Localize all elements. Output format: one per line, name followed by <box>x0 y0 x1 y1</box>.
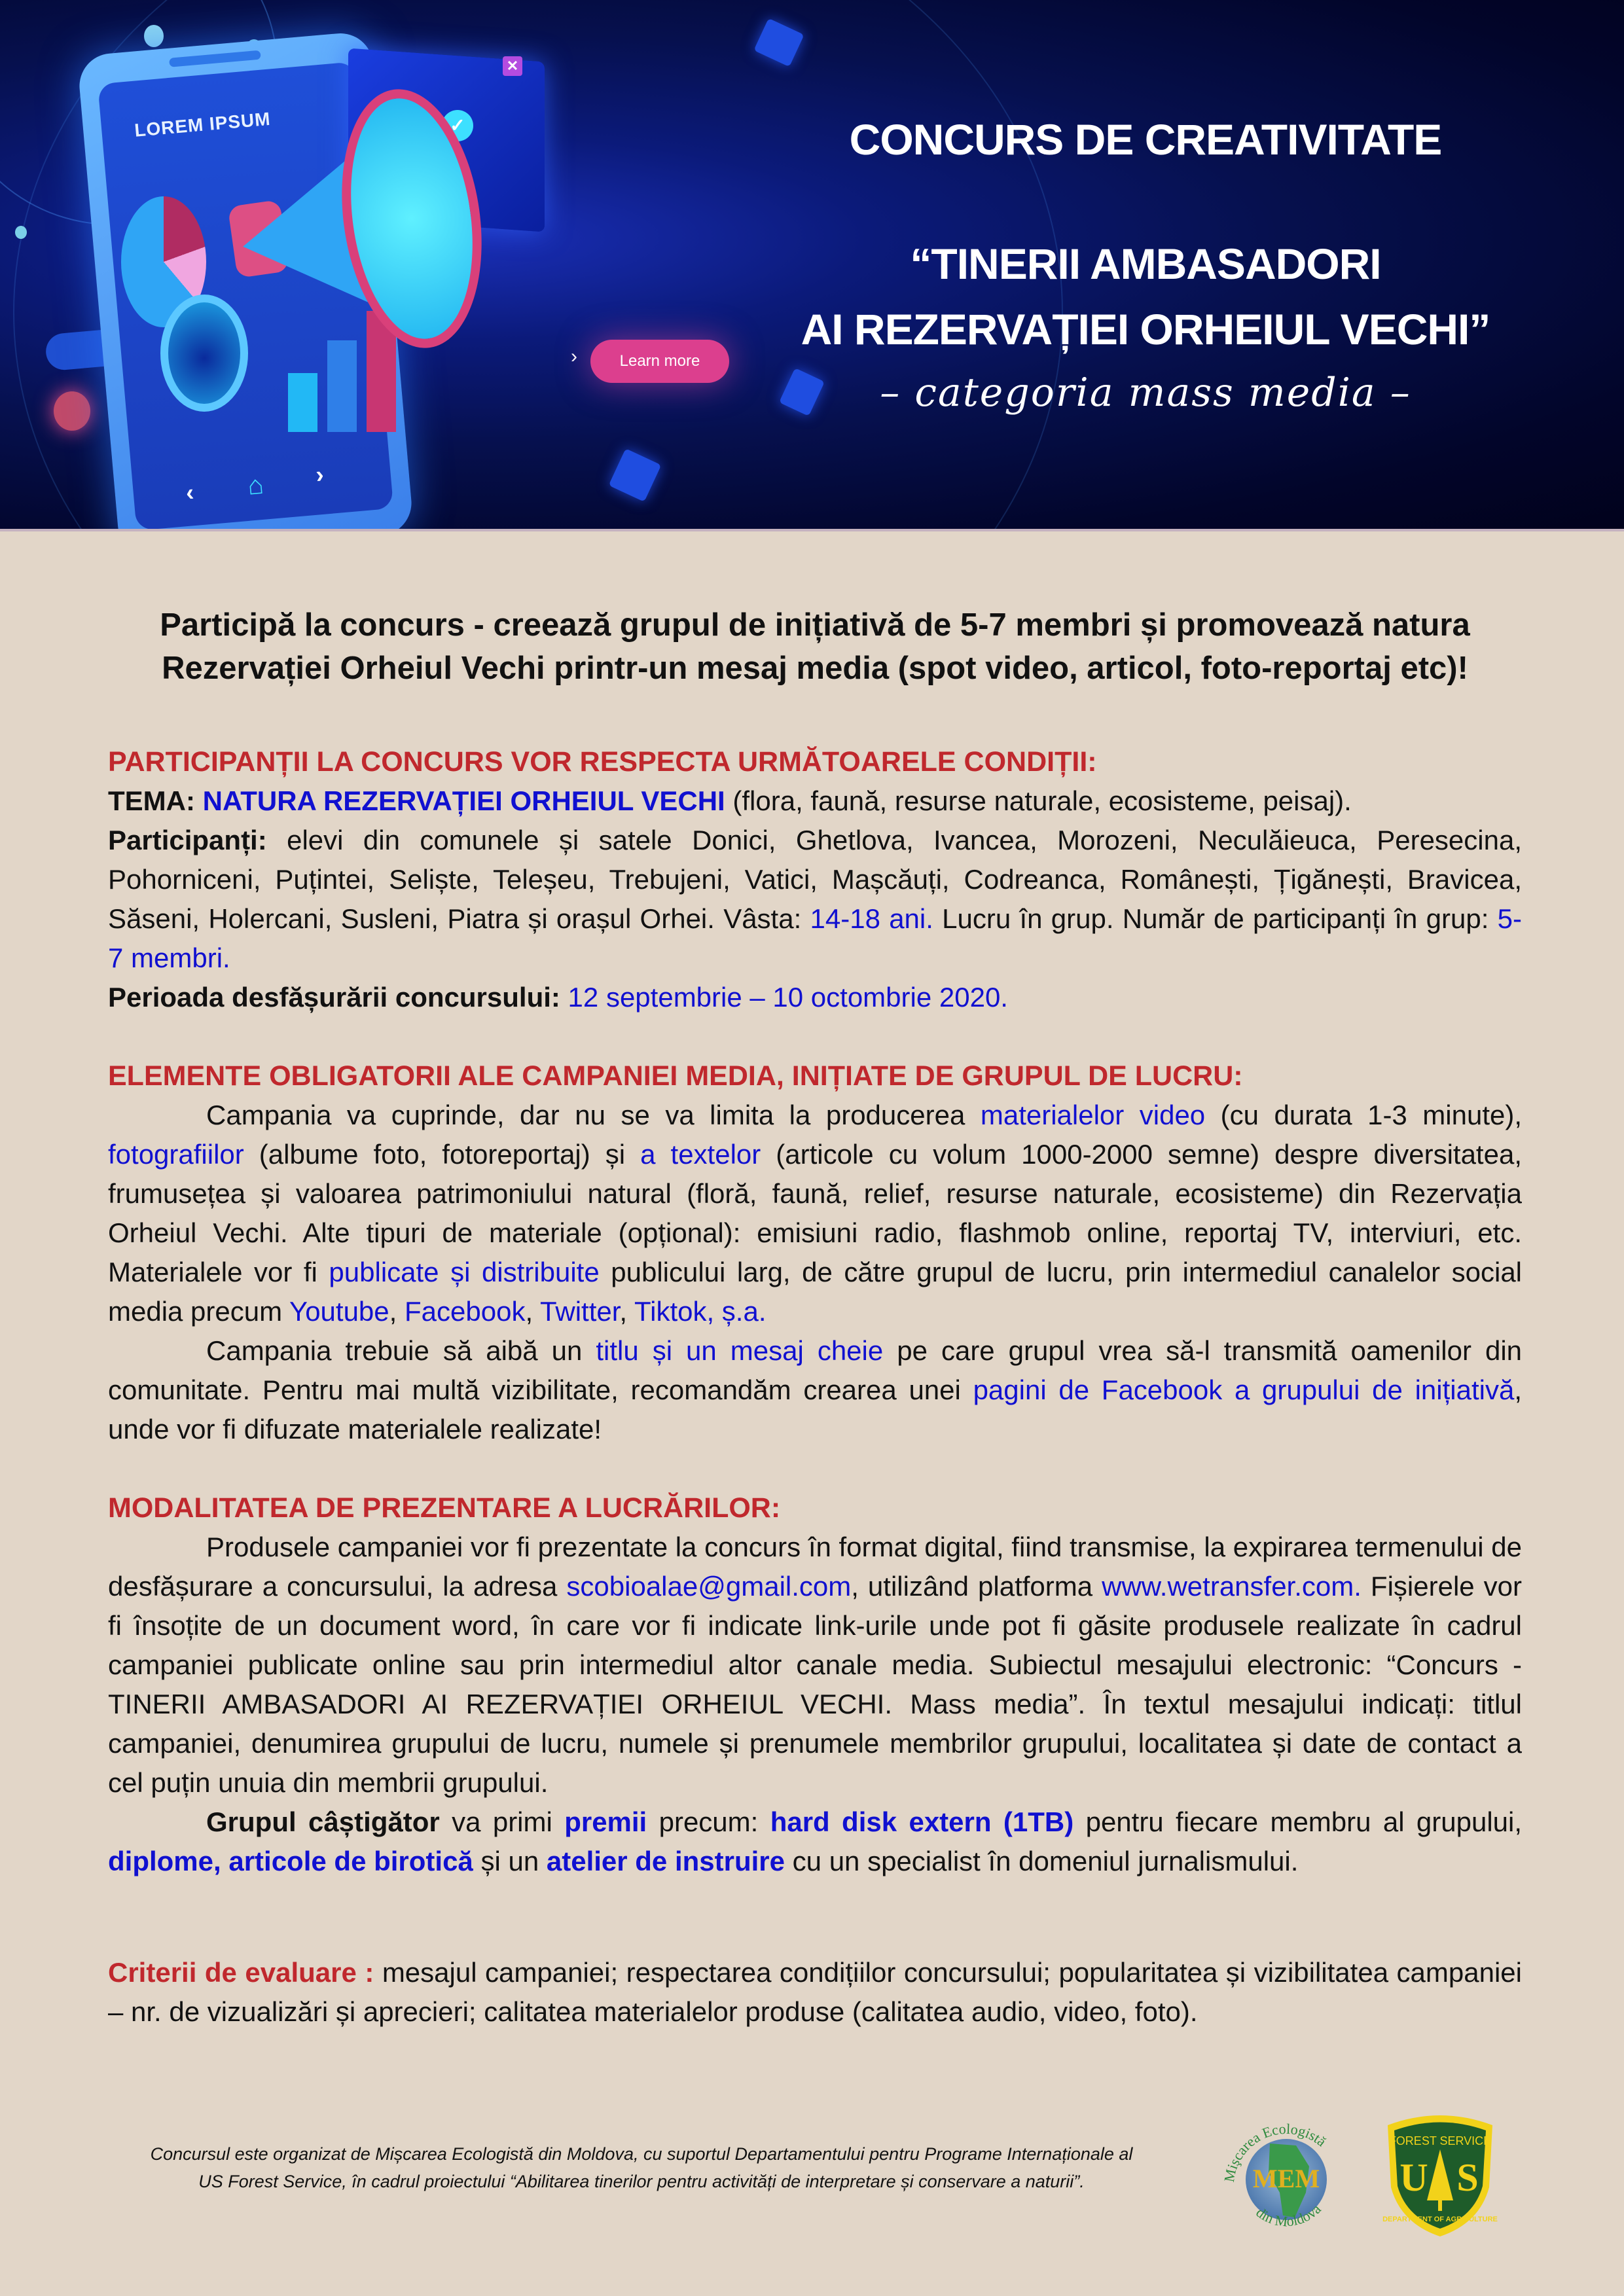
svg-text:Mişcarea Ecologistă: Mişcarea Ecologistă <box>1220 2120 1330 2183</box>
bar <box>327 340 357 432</box>
campaign-content-paragraph <box>108 1096 1522 1331</box>
prizes-paragraph <box>108 1803 1522 1881</box>
period-label: Perioada desfășurării concursului: <box>108 982 560 1013</box>
svg-text:din Moldova: din Moldova <box>1253 2200 1324 2230</box>
text: Campania va cuprinde, dar nu se va limita la producerea <box>206 1100 981 1130</box>
prize-diplomas: diplome, articole de birotică <box>108 1846 473 1876</box>
theme-value: NATURA REZERVAȚIEI ORHEIUL VECHI <box>202 785 725 816</box>
age-range: 14-18 ani. <box>810 903 933 934</box>
youtube-link: Youtube <box>289 1296 389 1327</box>
text: pe care grupul vrea să-l transmită oamenilor din comunitate. Pentru mai multă vizibilitate, recomandăm crearea unei <box>108 1335 1523 1405</box>
document-body <box>108 589 1522 2032</box>
group-text: Lucru în grup. Număr de participanți în grup: <box>933 903 1498 934</box>
text: Fișierele vor fi însoțite de un document word, în care vor fi indicate link-urile unde pot fi găsite produsele realizate în cadrul campaniei publicate online sau prin intermediul altor canale media. Subiectul mesajului electronic: “Concurs -TINERII AMBASADORI AI REZERVAȚIEI ORHEIUL VECHI. Mass media”. În textul mesajului indicați: titlul campaniei, denumirea grupului de lucru, numele și prenumele membrilor grupului, localitatea și date de contact a cel puțin unuia din membrii grupului. <box>108 1571 1522 1798</box>
us-forest-service-logo <box>1381 2109 1499 2240</box>
nav-left-icon: ‹ <box>185 478 195 507</box>
text: va primi <box>439 1806 565 1837</box>
check-icon: ✓ <box>442 110 473 141</box>
header-banner <box>0 0 1624 529</box>
separator: , <box>389 1296 405 1327</box>
submission-section <box>108 1488 1522 1881</box>
mandatory-elements-section <box>108 1056 1522 1449</box>
participants-paragraph <box>108 821 1522 978</box>
text: Campania trebuie să aibă un <box>206 1335 596 1366</box>
svg-text:FOREST SERVICE: FOREST SERVICE <box>1388 2134 1492 2147</box>
text: (cu durata 1-3 minute), <box>1205 1100 1523 1130</box>
key-message: titlu și un mesaj cheie <box>596 1335 884 1366</box>
decorative-orb <box>54 391 90 431</box>
text: (albume foto, fotoreportaj) și <box>244 1139 641 1170</box>
separator: , <box>525 1296 541 1327</box>
text: , unde vor fi difuzate materialele realizate! <box>108 1374 1522 1444</box>
prize-workshop: atelier de instruire <box>546 1846 785 1876</box>
learn-more-button[interactable]: Learn more <box>590 340 729 383</box>
banner-divider <box>0 529 1624 531</box>
close-icon: ✕ <box>503 56 522 76</box>
text: pentru fiecare membru al grupului, <box>1074 1806 1523 1837</box>
page-title: CONCURS DE CREATIVITATE <box>849 115 1442 164</box>
organizer-note-line-1: Concursul este organizat de Mișcarea Ecologistă din Moldova, cu suportul Departamentului pentru Programe Internaționale al <box>150 2144 1133 2164</box>
period-value: 12 septembrie – 10 octombrie 2020. <box>560 982 1008 1013</box>
intro-text: Participă la concurs - creează grupul de inițiativă de 5-7 membri și promovează natura Rezervației Orheiul Vechi printr-un mesaj media (spot video, articol, foto-reportaj etc)! <box>160 607 1470 686</box>
separator: , <box>619 1296 635 1327</box>
period-line <box>108 978 1522 1017</box>
twitter-link: Twitter <box>540 1296 620 1327</box>
mem-logo <box>1218 2108 1355 2245</box>
tiktok-link: Tiktok, ș.a. <box>634 1296 767 1327</box>
winner-label: Grupul câștigător <box>206 1806 440 1837</box>
facebook-page: pagini de Facebook a grupului de inițiativă <box>973 1374 1515 1405</box>
published-distributed: publicate și distribuite <box>329 1257 600 1287</box>
wetransfer-link[interactable]: www.wetransfer.com. <box>1102 1571 1362 1602</box>
svg-text:MEM: MEM <box>1252 2164 1320 2193</box>
organizer-note <box>65 2140 1218 2195</box>
text: publicului larg, de către grupul de lucru, prin intermediul canalelor social media precum <box>108 1257 1523 1327</box>
text: , utilizând platforma <box>851 1571 1102 1602</box>
photos-link: fotografiilor <box>108 1139 244 1170</box>
criteria-text: mesajul campaniei; respectarea condițiilor concursului; popularitatea și vizibilitatea campaniei – nr. de vizualizări și aprecieri; calitatea materialelor produse (calitatea audio, video, foto). <box>108 1957 1522 2027</box>
text: Produsele campaniei vor fi prezentate la concurs în format digital, fiind transmise, la expirarea termenului de desfășurare a concursului, la adresa <box>108 1532 1522 1602</box>
conditions-section <box>108 742 1522 1017</box>
contest-name-line-2: AI REZERVAȚIEI ORHEIUL VECHI” <box>801 305 1490 353</box>
chevron-right-icon: › <box>571 346 577 367</box>
svg-text:DEPARTMENT OF AGRICULTURE: DEPARTMENT OF AGRICULTURE <box>1382 2215 1498 2223</box>
criteria-label: Criterii de evaluare : <box>108 1957 374 1988</box>
submission-heading: MODALITATEA DE PREZENTARE A LUCRĂRILOR: <box>108 1492 781 1524</box>
group-size: 5- 7 membri. <box>108 903 1522 973</box>
theme-details: (flora, faună, resurse naturale, ecosisteme, peisaj). <box>725 785 1352 816</box>
mandatory-elements-heading: ELEMENTE OBLIGATORII ALE CAMPANIEI MEDIA, INIȚIATE DE GRUPUL DE LUCRU: <box>108 1060 1243 1092</box>
participants-text: elevi din comunele și satele Donici, Ghetlova, Ivancea, Morozeni, Neculăieuca, Peresecina, Pohorniceni, Puțintei, Seliște, Teleșeu, Trebujeni, Vatici, Mașcăuți, Codreanca, Românești, Țigănești, Bravicea, Săseni, Holercani, Susleni, Piatra și orașul Orhei. Vâsta: <box>108 825 1522 934</box>
theme-line <box>108 781 1522 821</box>
texts-link: a textelor <box>640 1139 761 1170</box>
contest-name-line-1: “TINERII AMBASADORI <box>910 240 1381 288</box>
text: cu un specialist în domeniul jurnalismului. <box>785 1846 1299 1876</box>
video-materials-link: materialelor video <box>980 1100 1206 1130</box>
submission-paragraph <box>108 1528 1522 1803</box>
decorative-orb <box>144 25 164 47</box>
criteria-section <box>108 1953 1522 2032</box>
theme-label: TEMA: <box>108 785 195 816</box>
bar <box>288 373 317 432</box>
contest-category: – categoria mass media – <box>880 370 1411 416</box>
participants-label: Participanți: <box>108 825 267 855</box>
campaign-message-paragraph <box>108 1331 1522 1449</box>
svg-text:U: U <box>1399 2156 1428 2199</box>
home-icon: ⌂ <box>246 470 265 501</box>
text: și un <box>473 1846 547 1876</box>
text: (articole cu volum 1000-2000 semne) despre diversitatea, frumusețea și valoarea patrimoniului natural (floră, faună, relief, resurse naturale, ecosisteme) din Rezervația Orheiul Vechi. Alte tipuri de materiale (opțional): emisiuni radio, flashmob online, reportaj TV, interviuri, etc. Materialele vor fi <box>108 1139 1522 1287</box>
prizes: premii <box>564 1806 647 1837</box>
nav-right-icon: › <box>314 460 325 488</box>
email-link[interactable]: scobioalae@gmail.com <box>566 1571 852 1602</box>
text: precum: <box>647 1806 770 1837</box>
conditions-heading: PARTICIPANȚII LA CONCURS VOR RESPECTA URMĂTOARELE CONDIȚII: <box>108 746 1097 778</box>
svg-text:S: S <box>1456 2156 1479 2199</box>
criteria-paragraph <box>108 1953 1522 2032</box>
prize-hdd: hard disk extern (1TB) <box>770 1806 1074 1837</box>
facebook-link: Facebook <box>405 1296 526 1327</box>
phone-label: LOREM IPSUM <box>134 108 272 141</box>
organizer-note-line-2: US Forest Service, în cadrul proiectului “Abilitarea tinerilor pentru activități de interpretare și conservare a naturii”. <box>198 2172 1085 2191</box>
magnifier-illustration <box>160 295 248 412</box>
phone-speaker <box>169 50 261 67</box>
decorative-orb <box>15 226 27 239</box>
